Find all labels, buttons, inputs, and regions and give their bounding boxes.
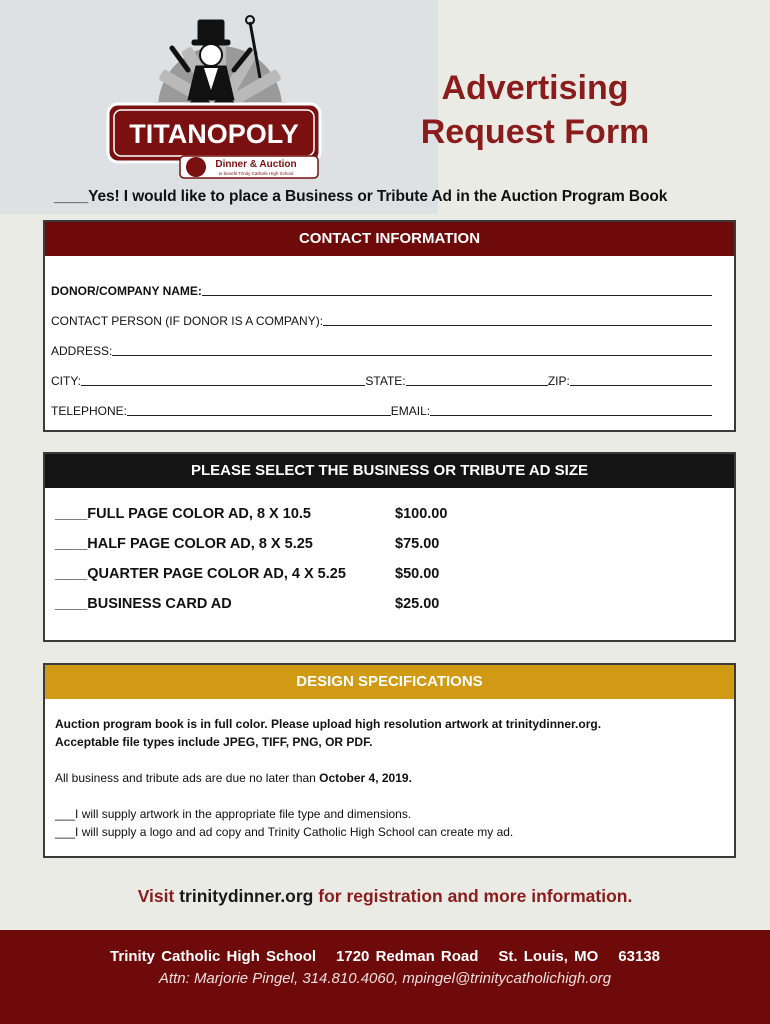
deadline-date: October 4, 2019 [319,771,409,785]
deadline-suffix: . [408,771,412,785]
footer-street: 1720 Redman Road [336,948,479,965]
logo-subtitle: Dinner & Auction [215,159,297,170]
page-title [420,66,650,154]
state-label: STATE: [365,374,406,388]
state-line[interactable] [406,385,548,386]
visit-suffix: for registration and more information. [313,886,633,906]
address-field[interactable] [51,342,712,358]
ad-size-section [43,452,736,642]
telephone-label: TELEPHONE: [51,404,128,418]
zip-line[interactable] [570,385,712,386]
visit-prefix: Visit [137,886,180,906]
donor-field[interactable] [51,282,712,298]
email-label: EMAIL: [390,404,431,418]
contact-person-label: CONTACT PERSON (IF DONOR IS A COMPANY): [51,314,324,328]
ad-option-quarter-page[interactable]: ____QUARTER PAGE COLOR AD, 4 X 5.25 [55,566,346,582]
footer-address [0,948,770,965]
visit-site-link[interactable]: trinitydinner.org [179,886,314,906]
design-line-2: Acceptable file types include JPEG, TIFF, PNG, OR PDF. [55,735,373,749]
design-section [43,663,736,858]
address-label: ADDRESS: [51,344,113,358]
telephone-email-field[interactable] [51,402,712,418]
footer-attn: Attn: Marjorie Pingel, 314.810.4060, mpingel@trinitycatholichigh.org [158,970,612,987]
footer-school: Trinity Catholic High School [110,948,317,965]
visit-line [0,886,770,907]
contact-section [43,220,736,432]
ad-option-business-card[interactable]: ____BUSINESS CARD AD [55,596,232,612]
design-upload-text [55,715,601,751]
donor-label: DONOR/COMPANY NAME: [51,284,202,298]
ad-size-heading: PLEASE SELECT THE BUSINESS OR TRIBUTE AD SIZE [45,454,734,488]
title-line-1: Advertising [441,69,629,107]
city-label: CITY: [51,374,82,388]
artwork-option-create[interactable]: ___I will supply a logo and ad copy and Trinity Catholic High School can create my ad. [55,825,514,839]
intro-text: Yes! I would like to place a Business or Tribute Ad in the Auction Program Book [88,188,668,205]
ad-price-half-page: $75.00 [395,536,440,552]
intro-blank: ____ [54,188,89,205]
ad-option-full-page[interactable]: ____FULL PAGE COLOR AD, 8 X 10.5 [55,506,311,522]
contact-heading: CONTACT INFORMATION [45,222,734,256]
footer-zip: 63138 [618,948,660,965]
email-line[interactable] [430,415,712,416]
contact-person-field[interactable] [51,312,712,328]
footer-city: St. Louis, MO [498,948,599,965]
city-state-zip-field[interactable] [51,372,712,388]
logo-tagline: to benefit Trinity Catholic High School [218,171,294,176]
design-line-1: Auction program book is in full color. Please upload high resolution artwork at trinitydinner.org. [55,717,602,731]
title-line-2: Request Form [420,113,650,151]
deadline-text [55,769,412,787]
city-line[interactable] [81,385,365,386]
contact-person-line[interactable] [323,325,712,326]
donor-line[interactable] [202,295,712,296]
telephone-line[interactable] [127,415,391,416]
ad-price-full-page: $100.00 [395,506,448,522]
zip-label: ZIP: [547,374,570,388]
ad-price-quarter-page: $50.00 [395,566,440,582]
address-line[interactable] [112,355,712,356]
logo-text: TITANOPOLY [129,119,299,149]
design-heading: DESIGN SPECIFICATIONS [45,665,734,699]
deadline-prefix: All business and tribute ads are due no later than [55,771,320,785]
titanopoly-logo [100,8,340,188]
artwork-options [55,805,513,841]
ad-option-half-page[interactable]: ____HALF PAGE COLOR AD, 8 X 5.25 [55,536,313,552]
ad-price-business-card: $25.00 [395,596,440,612]
artwork-option-supply[interactable]: ___I will supply artwork in the appropriate file type and dimensions. [55,807,412,821]
footer [0,930,770,1024]
intro-line[interactable] [54,188,667,206]
